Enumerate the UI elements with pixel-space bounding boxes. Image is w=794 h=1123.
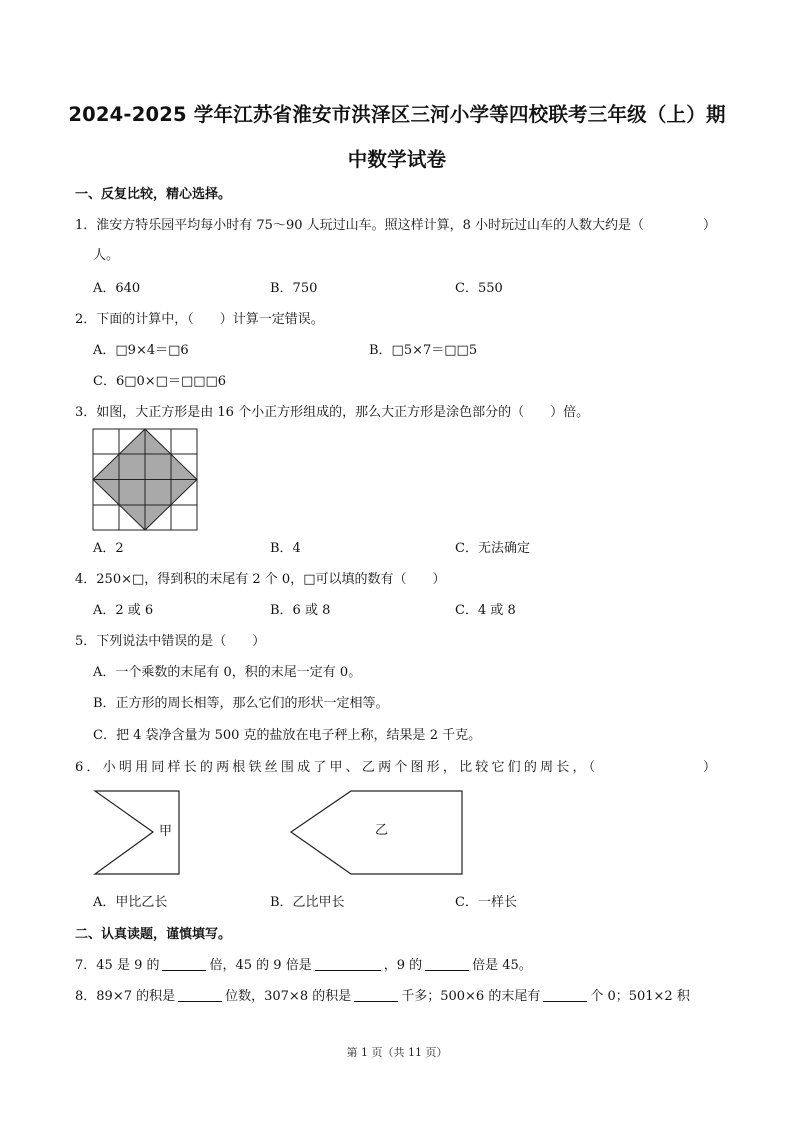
q1-option-a: A．640 xyxy=(93,281,141,296)
q3-grid-figure xyxy=(93,429,198,531)
q8-text-1: 8．89×7 的积是 xyxy=(75,989,176,1004)
q7-text-1: 7．45 是 9 的 xyxy=(75,958,160,973)
q5-option-a: A．一个乘数的末尾有 0，积的末尾一定有 0。 xyxy=(93,665,362,680)
q3-option-a: A．2 xyxy=(93,541,124,556)
q3-stem: 3．如图，大正方形是由 16 个小正方形组成的，那么大正方形是涂色部分的（ ）倍。 xyxy=(75,405,590,420)
q8-text-2: 位数，307×8 的积是 xyxy=(225,989,352,1004)
q8-blank-2[interactable] xyxy=(354,988,398,1002)
q8-text-3: 千多；500×6 的末尾有 xyxy=(401,989,541,1004)
q8-line xyxy=(75,988,690,1006)
q4-option-b: B．6 或 8 xyxy=(270,603,331,618)
q5-option-b: B．正方形的周长相等，那么它们的形状一定相等。 xyxy=(93,696,389,711)
q2-option-b: B．□5×7＝□□5 xyxy=(369,343,478,358)
q6-option-c: C．一样长 xyxy=(455,895,517,910)
q7-text-3: ，9 的 xyxy=(383,958,423,973)
q6-shape-jia-label: 甲 xyxy=(159,824,173,839)
q4-option-c: C．4 或 8 xyxy=(455,603,516,618)
q5-option-c: C．把 4 袋净含量为 500 克的盐放在电子秤上称，结果是 2 千克。 xyxy=(93,728,482,743)
q6-shape-yi-label: 乙 xyxy=(375,823,389,838)
q7-blank-3[interactable] xyxy=(425,957,469,971)
q1-option-b: B．750 xyxy=(270,281,318,296)
q7-blank-1[interactable] xyxy=(162,957,206,971)
exam-title-line-1: 2024-2025 学年江苏省淮安市洪泽区三河小学等四校联考三年级（上）期 xyxy=(68,103,726,126)
q1-option-c: C．550 xyxy=(455,281,503,296)
q4-stem: 4．250×□，得到积的末尾有 2 个 0，□可以填的数有（ ） xyxy=(75,572,446,587)
q7-blank-2[interactable] xyxy=(315,957,381,971)
q5-stem: 5．下列说法中错误的是（ ） xyxy=(75,634,266,649)
q2-option-a: A．□9×4＝□6 xyxy=(93,343,189,358)
q8-blank-3[interactable] xyxy=(543,988,587,1002)
q1-stem-cont: 人。 xyxy=(93,248,120,263)
q8-text-4: 个 0；501×2 积 xyxy=(590,989,690,1004)
q7-line xyxy=(75,957,532,975)
section-2-heading: 二、认真读题，谨慎填写。 xyxy=(75,927,232,942)
q1-stem: 1．淮安方特乐园平均每小时有 75～90 人玩过山车。照这样计算，8 小时玩过山车的人数大约是（ xyxy=(75,218,645,233)
q2-option-c: C．6□0×□＝□□□6 xyxy=(93,374,227,389)
q6-option-a: A．甲比乙长 xyxy=(93,895,168,910)
q3-option-c: C．无法确定 xyxy=(455,541,530,556)
q1-paren-close: ） xyxy=(703,218,717,233)
q6-option-b: B．乙比甲长 xyxy=(270,895,345,910)
exam-title-line-2: 中数学试卷 xyxy=(347,148,447,171)
q7-text-2: 倍，45 的 9 倍是 xyxy=(209,958,312,973)
section-1-heading: 一、反复比较，精心选择。 xyxy=(75,187,232,202)
page-footer: 第 1 页（共 11 页） xyxy=(346,1046,448,1059)
q3-option-b: B．4 xyxy=(270,541,301,556)
q2-stem: 2．下面的计算中，（ ）计算一定错误。 xyxy=(75,312,324,327)
q6-stem: 6．小明用同样长的两根铁丝围成了甲、乙两个图形，比较它们的周长，（ xyxy=(75,760,599,775)
q6-paren-close: ） xyxy=(703,760,717,775)
q7-text-4: 倍是 45。 xyxy=(472,958,532,973)
q4-option-a: A．2 或 6 xyxy=(93,603,154,618)
q8-blank-1[interactable] xyxy=(178,988,222,1002)
